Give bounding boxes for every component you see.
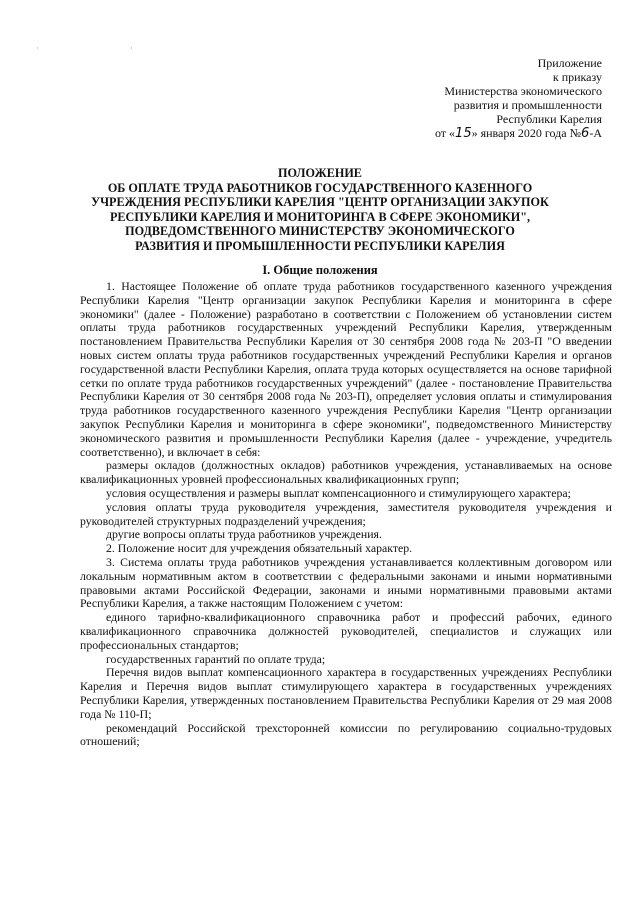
appendix-line: к приказу	[552, 70, 602, 84]
paragraph: единого тарифно-квалификационного справочника работ и профессий рабочих, единого квалификационного справочника должностей руководителей, специалистов и служащих или профессиональных стандартов;	[80, 610, 612, 652]
paragraph: Перечня видов выплат компенсационного характера в государственных учреждениях Республики Карелия и Перечня видов выплат стимулирующего характера в государственных учреждениях Республики Карелия, утвержденных постановлением Правительства Республики Карелия от 29 мая 2008 года № 110-П;	[80, 665, 612, 721]
title-line: ОБ ОПЛАТЕ ТРУДА РАБОТНИКОВ ГОСУДАРСТВЕННОГО КАЗЕННОГО	[107, 180, 533, 195]
date-middle: » января 2020 года №	[471, 126, 582, 140]
date-prefix: от «	[434, 126, 456, 140]
appendix-line: Приложение	[537, 56, 602, 70]
paragraph: государственных гарантий по оплате труда;	[106, 651, 326, 666]
handwritten-order-number: 6	[581, 126, 590, 141]
appendix-date-line	[342, 126, 602, 141]
title-line: РЕСПУБЛИКИ КАРЕЛИЯ И МОНИТОРИНГА В СФЕРЕ ЭКОНОМИКИ",	[109, 209, 531, 224]
date-suffix: -А	[589, 126, 602, 140]
scan-specks: · ·	[36, 44, 163, 53]
section-body	[80, 280, 612, 749]
paragraph: рекомендаций Российской трехсторонней комиссии по регулированию социально-трудовых отношений;	[80, 720, 612, 749]
appendix-block	[342, 56, 602, 141]
title-line: ПОЛОЖЕНИЕ	[278, 166, 362, 180]
title-line: ПОДВЕДОМСТВЕННОГО МИНИСТЕРСТВУ ЭКОНОМИЧЕСКОГО	[125, 224, 515, 239]
paragraph: 2. Положение носит для учреждения обязательный характер.	[106, 541, 413, 556]
paragraph: 3. Система оплаты труда работников учреждения устанавливается коллективным договором или локальным нормативным актом в соответствии с федеральными законами и иными нормативными правовыми актами Российской Федерации, законами и иными нормативными правовыми актами Республики Карелия, а также настоящим Положением с учетом:	[80, 554, 612, 611]
appendix-line: развития и промышленности	[453, 98, 602, 112]
appendix-line: Республики Карелия	[496, 112, 602, 126]
appendix-line: Министерства экономического	[444, 84, 602, 98]
title-line: РАЗВИТИЯ И ПРОМЫШЛЕННОСТИ РЕСПУБЛИКИ КАРЕЛИЯ	[135, 238, 505, 253]
document-title	[90, 166, 550, 254]
paragraph: условия осуществления и размеры выплат компенсационного и стимулирующего характера;	[106, 485, 571, 500]
title-line: УЧРЕЖДЕНИЯ РЕСПУБЛИКИ КАРЕЛИЯ "ЦЕНТР ОРГАНИЗАЦИИ ЗАКУПОК	[91, 195, 549, 210]
paragraph: условия оплаты труда руководителя учреждения, заместителя руководителя учреждения и руководителей структурных подразделений учреждения;	[80, 499, 612, 528]
paragraph: размеры окладов (должностных окладов) работников учреждения, устанавливаемых на основе квалификационных уровней профессиональных квалификационных групп;	[80, 458, 612, 487]
section-heading: I. Общие положения	[262, 263, 378, 277]
paragraph: 1. Настоящее Положение об оплате труда работников государственного казенного учреждения Республики Карелия "Центр организации закупок Республики Карелия и мониторинга в сфере экономики" (далее - Положение) разработано в соответствии с Положением об установлении систем оплаты труда работников государственных учреждений Республики Карелия, утвержденным постановлением Правительства Республики Карелия от 30 сентября 2008 года № 203-П "О введении новых систем оплаты труда работников государственных учреждений Республики Карелия и органов государственной власти Республики Карелия, оплата труда которых осуществляется на основе тарифной сетки по оплате труда работников государственных учреждений" (далее - постановление Правительства Республики Карелия от 30 сентября 2008 года № 203-П), определяет условия оплаты и стимулирования труда работников государственного казенного учреждения Республики Карелия "Центр организации закупок Республики Карелия и мониторинга в сфере экономики", подведомственного Министерству экономического развития и промышленности Республики Карелия (далее - учреждение, учредитель соответственно), и включает в себя:	[80, 279, 612, 459]
paragraph: другие вопросы оплаты труда работников учреждения.	[106, 527, 382, 542]
handwritten-day: 15	[455, 126, 472, 141]
